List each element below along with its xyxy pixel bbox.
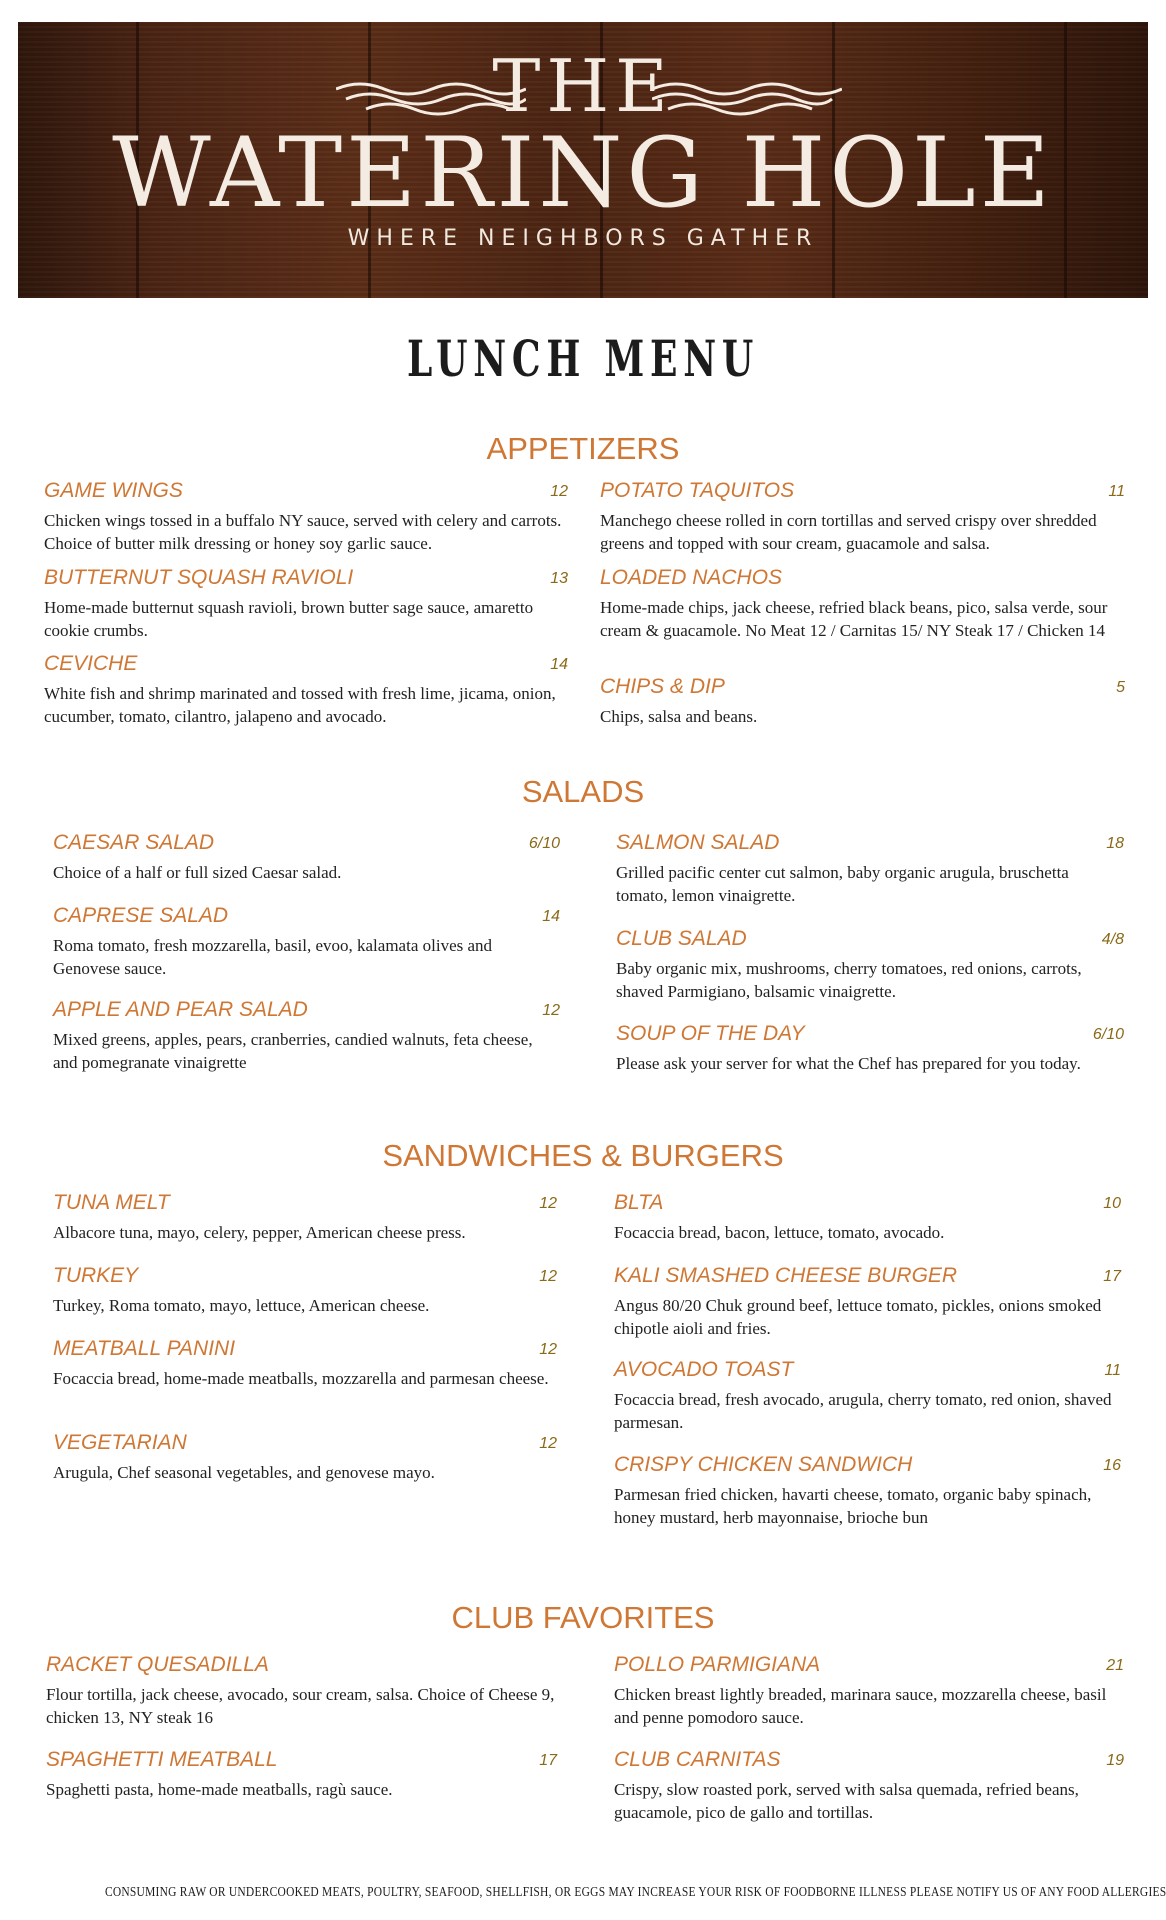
menu-item — [600, 675, 1125, 728]
section-title-sandwiches: SANDWICHES & BURGERS — [382, 1138, 784, 1173]
item-price: 6/10 — [1092, 1026, 1124, 1043]
item-name: BLTA — [614, 1191, 664, 1214]
item-description: Spaghetti pasta, home-made meatballs, ragù sauce. — [46, 1780, 393, 1799]
item-price: 6/10 — [528, 835, 560, 852]
item-price: 12 — [539, 1268, 557, 1285]
menu-item — [53, 1191, 557, 1244]
item-name: SALMON SALAD — [616, 831, 780, 854]
menu-item — [614, 1748, 1124, 1824]
item-description: Chips, salsa and beans. — [600, 707, 758, 726]
item-price: 10 — [1103, 1195, 1121, 1212]
item-price: 19 — [1106, 1752, 1124, 1769]
menu-item — [616, 927, 1124, 1003]
item-price: 13 — [550, 570, 568, 587]
menu-item — [614, 1653, 1124, 1729]
item-description: Roma tomato, fresh mozzarella, basil, evoo, kalamata olives and Genovese sauce. — [53, 936, 493, 978]
item-price: 11 — [1108, 483, 1125, 500]
item-description: Parmesan fried chicken, havarti cheese, tomato, organic baby spinach, honey mustard, herb mayonnaise, brioche bun — [614, 1485, 1092, 1527]
item-name: CAESAR SALAD — [53, 831, 215, 854]
menu-item — [44, 652, 568, 728]
item-description: Turkey, Roma tomato, mayo, lettuce, American cheese. — [53, 1296, 430, 1315]
wave-ornament-right — [652, 77, 842, 117]
item-price: 16 — [1103, 1457, 1121, 1474]
food-safety-disclaimer: CONSUMING RAW OR UNDERCOOKED MEATS, POULTRY, SEAFOOD, SHELLFISH, OR EGGS MAY INCREASE YOUR RISK OF FOODBORNE ILLNESS PLEASE NOTIFY US OF ANY FOOD ALLERGIES — [104, 1885, 1166, 1900]
menu-item — [53, 904, 560, 980]
menu-title: LUNCH MENU — [406, 329, 760, 388]
item-price: 12 — [542, 1002, 560, 1019]
section-title-club-favorites: CLUB FAVORITES — [451, 1600, 715, 1635]
menu-item — [600, 479, 1125, 555]
item-price: 18 — [1106, 835, 1124, 852]
item-price: 12 — [539, 1435, 557, 1452]
menu-item — [53, 1337, 557, 1390]
item-description: Arugula, Chef seasonal vegetables, and genovese mayo. — [53, 1463, 435, 1482]
item-name: KALI SMASHED CHEESE BURGER — [614, 1264, 958, 1287]
item-price: 17 — [539, 1752, 557, 1769]
menu-item — [616, 831, 1124, 907]
item-price: 4/8 — [1101, 931, 1124, 948]
item-description: Choice of a half or full sized Caesar salad. — [53, 863, 342, 882]
item-name: GAME WINGS — [44, 479, 183, 502]
item-description: Flour tortilla, jack cheese, avocado, sour cream, salsa. Choice of Cheese 9, chicken 13, NY steak 16 — [46, 1685, 555, 1727]
item-name: CLUB SALAD — [616, 927, 747, 950]
item-description: Focaccia bread, fresh avocado, arugula, cherry tomato, red onion, shaved parmesan. — [614, 1390, 1112, 1432]
item-description: Home-made butternut squash ravioli, brown butter sage sauce, amaretto cookie crumbs. — [44, 598, 534, 640]
item-description: Crispy, slow roasted pork, served with salsa quemada, refried beans, guacamole, pico de gallo and tortillas. — [614, 1780, 1079, 1822]
item-price: 12 — [539, 1195, 557, 1212]
item-price: 12 — [539, 1341, 557, 1358]
menu-item — [600, 566, 1125, 642]
item-price: 5 — [1116, 679, 1125, 696]
item-price: 21 — [1106, 1657, 1124, 1674]
item-name: RACKET QUESADILLA — [46, 1653, 269, 1676]
item-name: POLLO PARMIGIANA — [614, 1653, 821, 1676]
menu-item — [614, 1191, 1121, 1244]
item-description: Please ask your server for what the Chef has prepared for you today. — [616, 1054, 1081, 1073]
section-title-salads: SALADS — [521, 774, 645, 809]
menu-item — [46, 1748, 557, 1801]
item-price: 12 — [550, 483, 568, 500]
item-name: APPLE AND PEAR SALAD — [53, 998, 308, 1021]
menu-item — [614, 1358, 1121, 1434]
item-name: CEVICHE — [44, 652, 138, 675]
item-description: Mixed greens, apples, pears, cranberries, candied walnuts, feta cheese, and pomegranate vinaigrette — [53, 1030, 533, 1072]
menu-item — [53, 831, 560, 884]
restaurant-name: WATERING HOLE — [112, 117, 1054, 229]
menu-item — [53, 998, 560, 1074]
item-price: 14 — [550, 656, 568, 673]
item-name: AVOCADO TOAST — [614, 1358, 794, 1381]
header-banner — [18, 22, 1148, 298]
item-name: TURKEY — [53, 1264, 139, 1287]
item-name: CAPRESE SALAD — [53, 904, 229, 927]
item-name: CHIPS & DIP — [600, 675, 725, 698]
item-description: Home-made chips, jack cheese, refried black beans, pico, salsa verde, sour cream & guacamole. No Meat 12 / Carnitas 15/ NY Steak 17 / Chicken 14 — [600, 598, 1108, 640]
item-description: Chicken wings tossed in a buffalo NY sauce, served with celery and carrots. Choice of butter milk dressing or honey soy garlic sauce. — [44, 511, 562, 553]
menu-item — [44, 479, 568, 555]
item-description: Grilled pacific center cut salmon, baby organic arugula, bruschetta tomato, lemon vinaigrette. — [616, 863, 1069, 905]
menu-item — [614, 1264, 1121, 1340]
item-name: SOUP OF THE DAY — [616, 1022, 805, 1045]
item-name: LOADED NACHOS — [600, 566, 783, 589]
item-description: Angus 80/20 Chuk ground beef, lettuce tomato, pickles, onions smoked chipotle aioli and fries. — [614, 1296, 1102, 1338]
item-name: CRISPY CHICKEN SANDWICH — [614, 1453, 913, 1476]
item-description: Baby organic mix, mushrooms, cherry tomatoes, red onions, carrots, shaved Parmigiano, balsamic vinaigrette. — [616, 959, 1082, 1001]
item-description: Focaccia bread, bacon, lettuce, tomato, avocado. — [614, 1223, 945, 1242]
menu-item — [53, 1431, 557, 1484]
item-name: BUTTERNUT SQUASH RAVIOLI — [44, 566, 354, 589]
item-description: Albacore tuna, mayo, celery, pepper, American cheese press. — [53, 1223, 466, 1242]
item-price: 17 — [1103, 1268, 1121, 1285]
item-name: TUNA MELT — [53, 1191, 170, 1214]
item-name: CLUB CARNITAS — [614, 1748, 781, 1771]
section-title-appetizers: APPETIZERS — [486, 431, 680, 466]
menu-item — [46, 1653, 557, 1729]
item-name: SPAGHETTI MEATBALL — [46, 1748, 278, 1771]
menu-item — [44, 566, 568, 642]
menu-item — [53, 1264, 557, 1317]
item-name: MEATBALL PANINI — [53, 1337, 236, 1360]
menu-item — [616, 1022, 1124, 1075]
banner-title-the: THE — [492, 44, 674, 128]
item-name: POTATO TAQUITOS — [600, 479, 795, 502]
item-description: Manchego cheese rolled in corn tortillas and served crispy over shredded greens and topped with sour cream, guacamole and salsa. — [600, 511, 1097, 553]
item-description: Chicken breast lightly breaded, marinara sauce, mozzarella cheese, basil and penne pomodoro sauce. — [614, 1685, 1107, 1727]
tagline: WHERE NEIGHBORS GATHER — [347, 226, 819, 251]
menu-item — [614, 1453, 1121, 1529]
item-price: 11 — [1104, 1362, 1121, 1379]
item-name: VEGETARIAN — [53, 1431, 187, 1454]
item-description: White fish and shrimp marinated and tossed with fresh lime, jicama, onion, cucumber, tomato, cilantro, jalapeno and avocado. — [44, 684, 556, 726]
item-description: Focaccia bread, home-made meatballs, mozzarella and parmesan cheese. — [53, 1369, 549, 1388]
item-price: 14 — [542, 908, 560, 925]
